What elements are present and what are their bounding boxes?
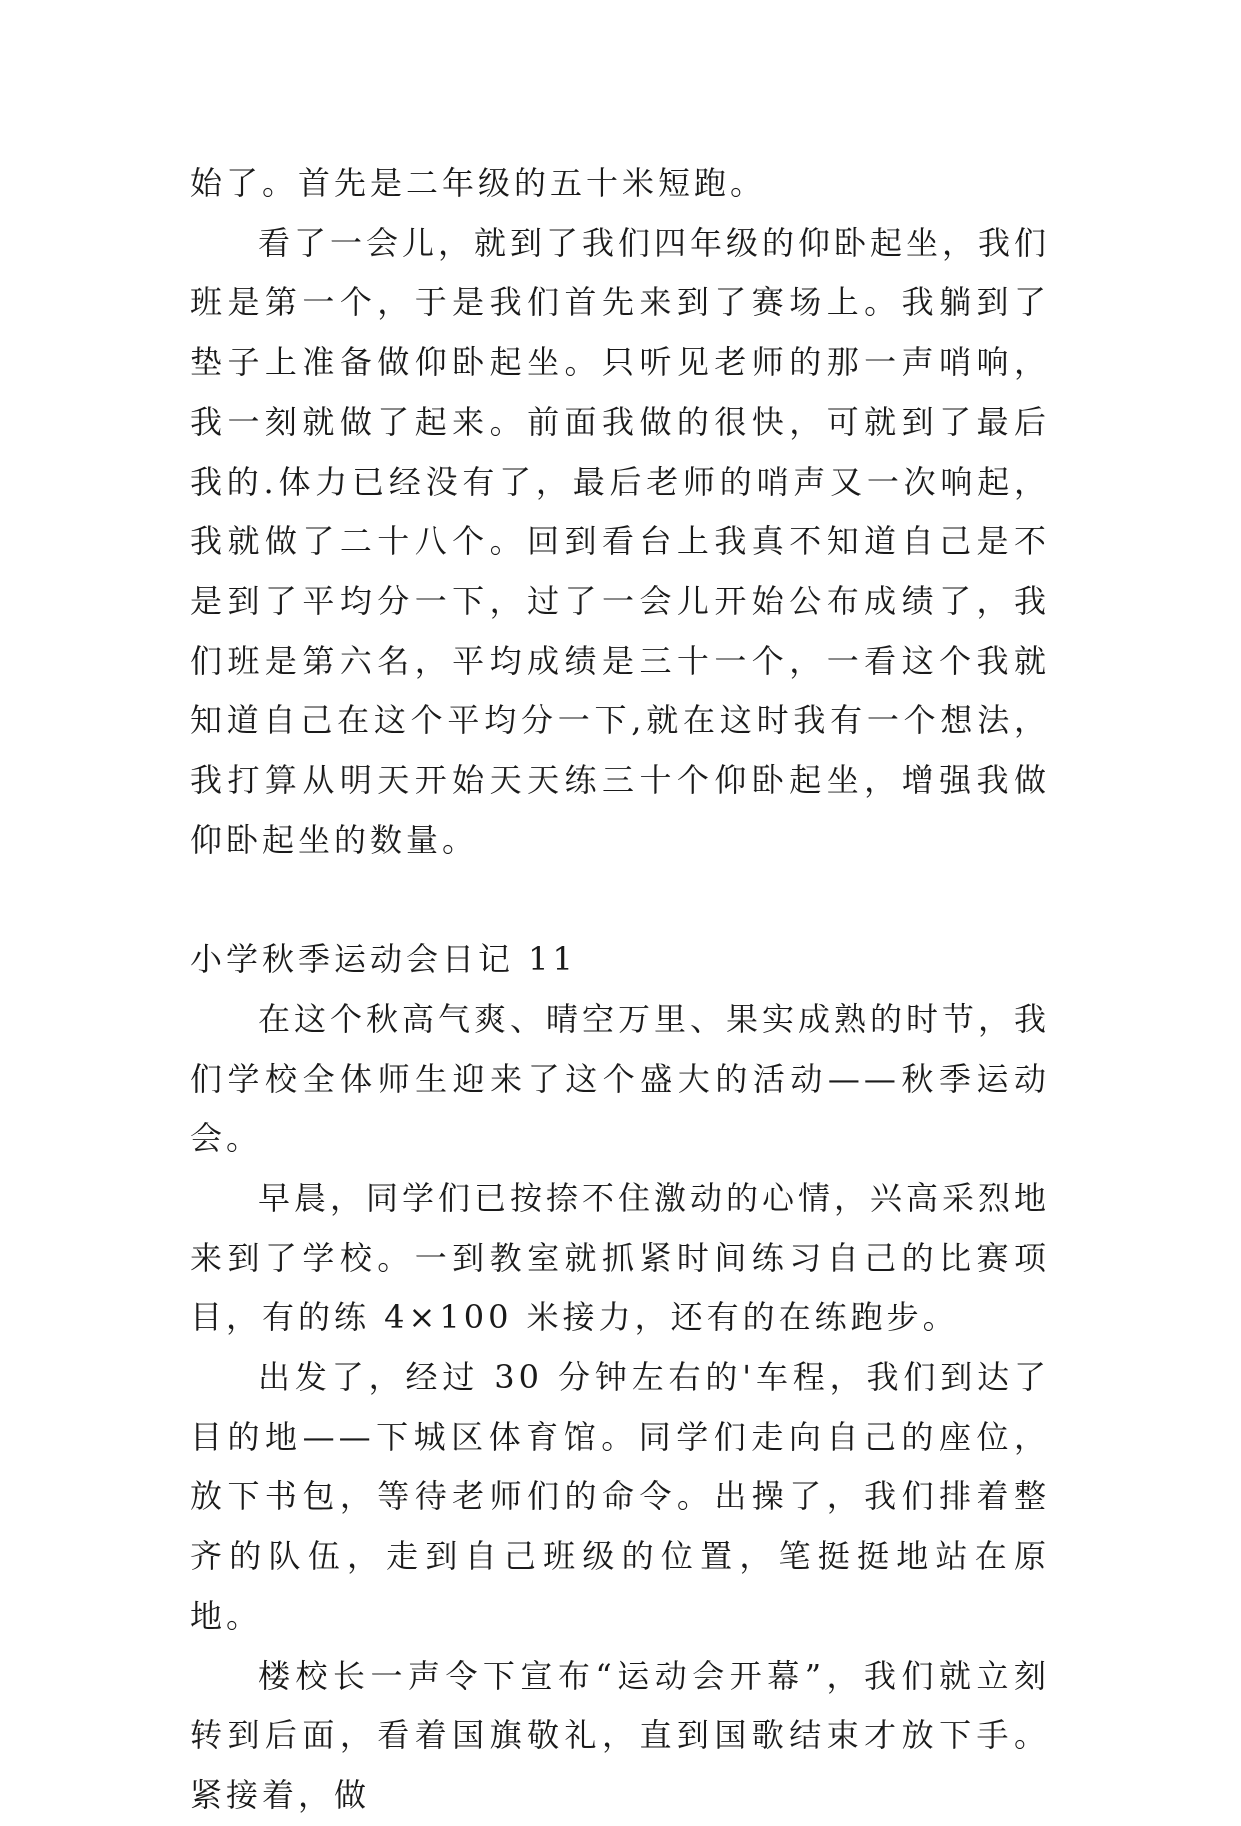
section-spacer <box>190 870 1050 930</box>
paragraph: 早晨，同学们已按捺不住激动的心情，兴高采烈地来到了学校。一到教室就抓紧时间练习自己的比赛项目，有的练 4×100 米接力，还有的在练跑步。 <box>190 1178 1051 1337</box>
section-title: 小学秋季运动会日记 11 <box>190 940 577 979</box>
paragraph: 在这个秋高气爽、晴空万里、果实成熟的时节，我们学校全体师生迎来了这个盛大的活动——秋季运动会。 <box>190 999 1051 1158</box>
document-body <box>190 154 1050 1826</box>
paragraph: 楼校长一声令下宣布“运动会开幕”，我们就立刻转到后面，看着国旗敬礼，直到国歌结束才放下手。紧接着，做 <box>190 1656 1050 1814</box>
paragraph: 出发了，经过 30 分钟左右的'车程，我们到达了目的地——下城区体育馆。同学们走向自己的座位，放下书包，等待老师们的命令。出操了，我们排着整齐的队伍，走到自己班级的位置，笔挺挺地站在原地。 <box>190 1358 1050 1635</box>
paragraph: 始了。首先是二年级的五十米短跑。 <box>190 164 767 202</box>
paragraph: 看了一会儿，就到了我们四年级的仰卧起坐，我们班是第一个，于是我们首先来到了赛场上。我躺到了垫子上准备做仰卧起坐。只听见老师的那一声哨响，我一刻就做了起来。前面我做的很快，可就到了最后我的.体力已经没有了，最后老师的哨声又一次响起，我就做了二十八个。回到看台上我真不知道自己是不是到了平均分一下，过了一会儿开始公布成绩了，我们班是第六名，平均成绩是三十一个，一看这个我就知道自己在这个平均分一下,就在这时我有一个想法，我打算从明天开始天天练三十个仰卧起坐，增强我做仰卧起坐的数量。 <box>190 223 1051 859</box>
